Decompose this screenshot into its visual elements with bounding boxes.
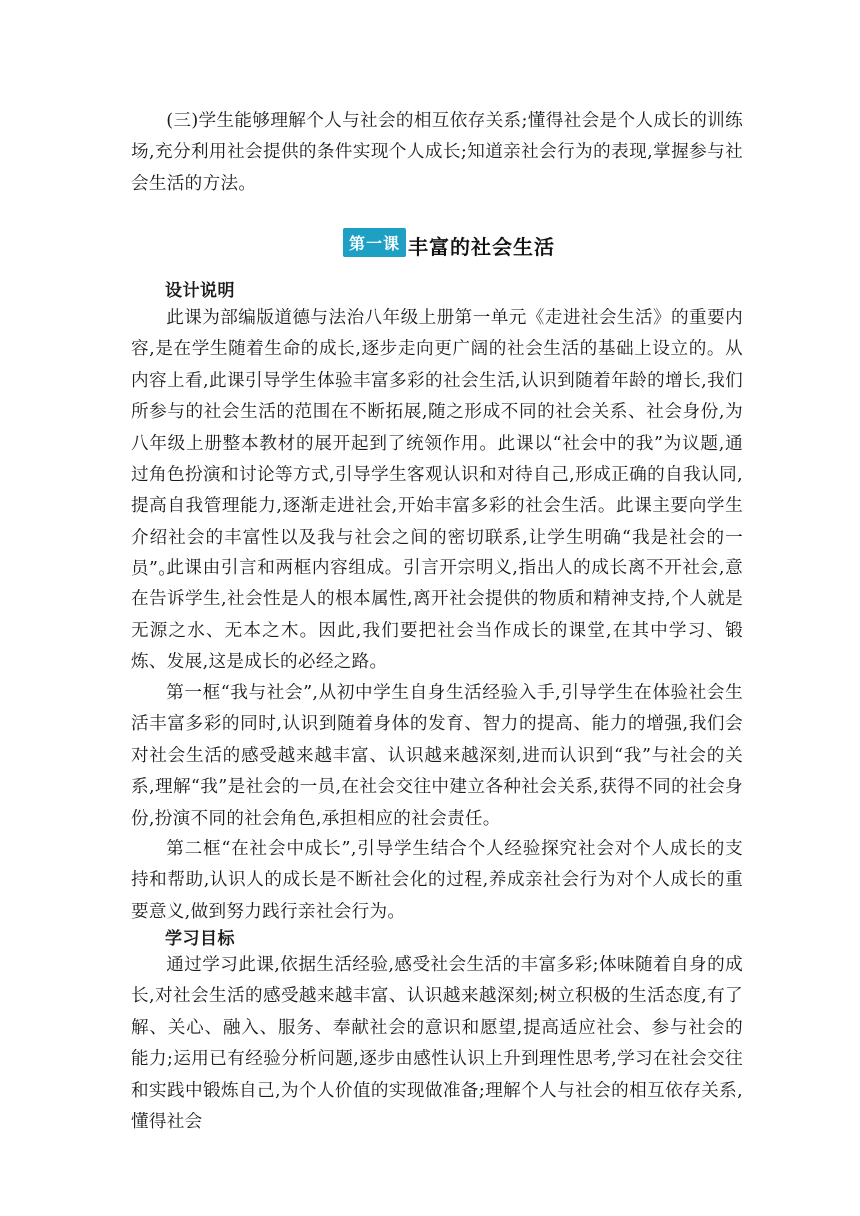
intro-paragraph: (三)学生能够理解个人与社会的相互依存关系;懂得社会是个人成长的训练场,充分利用社会提供的条件实现个人成长;知道亲社会行为的表现,掌握参与社会生活的方法。	[131, 111, 743, 194]
design-paragraph-4: 第二框“在社会中成长”,引导学生结合个人经验探究社会对个人成长的支持和帮助,认识人的成长是不断社会化的过程,养成亲社会行为对个人成长的重要意义,做到努力践行亲社会行为。	[131, 839, 743, 922]
design-paragraph-3: 第一框“我与社会”,从初中学生自身生活经验入手,引导学生在体验社会生活丰富多彩的同时,认识到随着身体的发育、智力的提高、能力的增强,我们会对社会生活的感受越来越丰富、认识越来越深刻,进而认识到“我”与社会的关系,理解“我”是社会的一员,在社会交往中建立各种社会关系,获得不同的社会身份,扮演不同的社会角色,承担相应的社会责任。	[131, 683, 743, 829]
lesson-title-block	[343, 228, 555, 262]
design-paragraph-1: 此课为部编版道德与法治八年级上册第一单元《走进社会生活》的重要内容,是在学生随着生命的成长,逐步走向更广阔的社会生活的基础上设立的。从内容上看,此课引导学生体验丰富多彩的社会生活,认识到随着年龄的增长,我们所参与的社会生活的范围在不断拓展,随之形成不同的社会关系、社会身份,为八年级上册整本教材的展开起到了统领作用。此课以“社会中的我”为议题,通过角色扮演和讨论等方式,引导学生客观认识和对待自己,形成正确的自我认同,提高自我管理能力,逐渐走进社会,开始丰富多彩的社会生活。此课主要向学生介绍社会的丰富性以及我与社会之间的密切联系,让学生明确“我是社会的一员”。	[131, 308, 743, 580]
design-notes-heading: 设计说明	[165, 281, 235, 301]
lesson-title: 丰富的社会生活	[408, 234, 556, 259]
design-paragraph-2: 此课由引言和两框内容组成。引言开宗明义,指出人的成长离不开社会,意在告诉学生,社会性是人的根本属性,离开社会提供的物质和精神支持,个人就是无源之水、无本之木。因此,我们要把社会当作成长的课堂,在其中学习、锻炼、发展,这是成长的必经之路。	[131, 558, 743, 673]
goals-paragraph-1: 通过学习此课,依据生活经验,感受社会生活的丰富多彩;体味随着自身的成长,对社会生活的感受越来越丰富、认识越来越深刻;树立积极的生活态度,有了解、关心、融入、服务、奉献社会的意识和愿望,提高适应社会、参与社会的能力;运用已有经验分析问题,逐步由感性认识上升到理性思考,学习在社会交往和实践中锻炼自己,为个人价值的实现做准备;理解个人与社会的相互依存关系,懂得社会	[131, 955, 743, 1133]
lesson-number-badge: 第一课	[343, 228, 406, 257]
learning-goals-heading: 学习目标	[165, 929, 235, 949]
